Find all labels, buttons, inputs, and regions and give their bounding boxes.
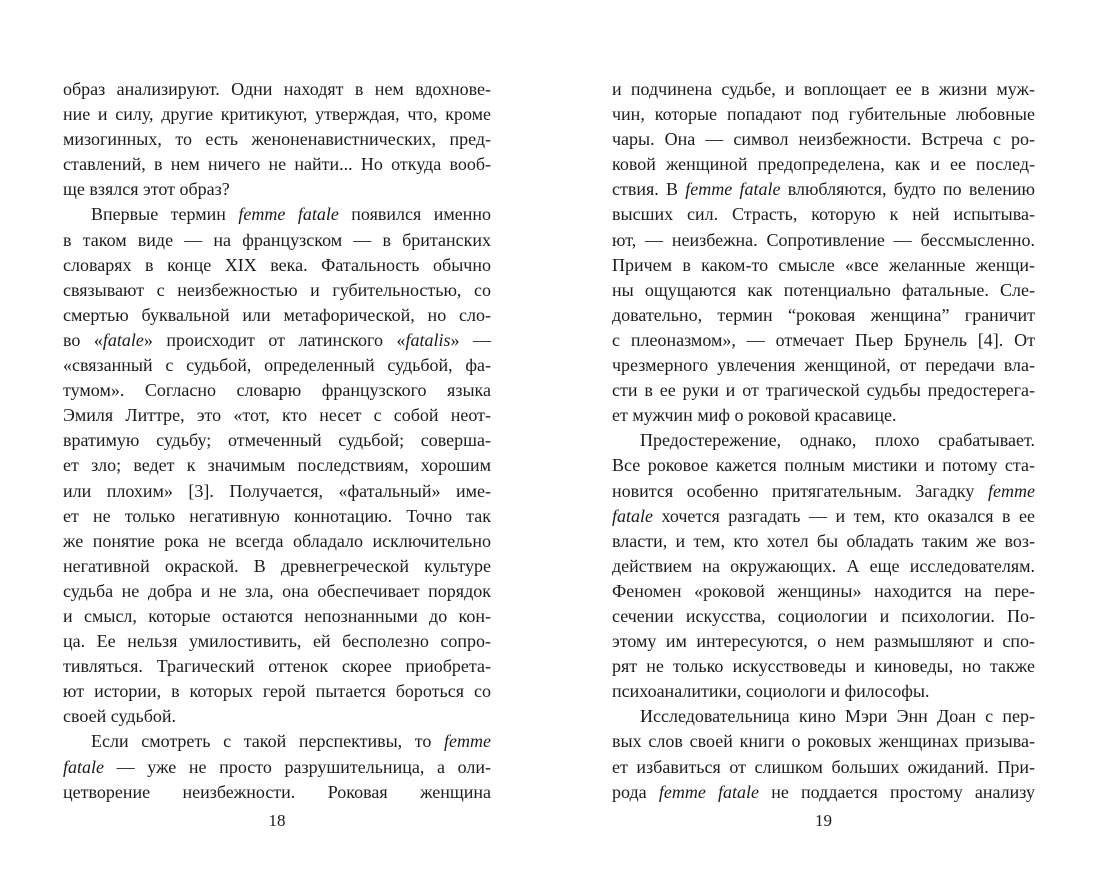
text-line: [612, 704, 1035, 729]
text-run: ставлений, в нем ничего не найти... Но откуда вооб-: [63, 154, 491, 175]
italic-term: fatalis: [405, 329, 451, 350]
text-line: [63, 353, 491, 378]
text-line: [612, 729, 1035, 754]
text-line-content: [612, 179, 1035, 199]
text-run: и смысл, которые остаются непознанными до кон-: [63, 605, 491, 626]
text-line: [612, 177, 1035, 202]
text-run: вратимую судьбу; отмеченный судьбой; соверша-: [63, 430, 491, 451]
text-line-content: [640, 706, 1035, 726]
text-run: чрезмерного увлечения женщиной, от передачи вла-: [612, 355, 1035, 376]
text-line-content: [612, 531, 1035, 551]
text-line: [612, 328, 1035, 353]
text-line: [612, 278, 1035, 303]
text-line-content: [63, 280, 491, 300]
text-run: ковой женщиной предопределена, как и ее послед-: [612, 154, 1035, 175]
text-line-content: [612, 782, 1035, 802]
text-run: и подчинена судьбе, и воплощает ее в жизни муж-: [612, 79, 1035, 99]
text-line-content: [63, 79, 491, 99]
text-block: [612, 77, 1035, 805]
text-line-content: [612, 330, 1035, 350]
text-line-content: [63, 556, 491, 576]
text-line: [612, 152, 1035, 177]
text-line-content: [63, 405, 491, 425]
text-line: [612, 202, 1035, 227]
text-line-content: [91, 204, 491, 224]
text-line: [63, 378, 491, 403]
italic-term: femme fatale: [685, 179, 781, 200]
text-line-content: [612, 305, 1035, 325]
text-line: [612, 679, 1035, 704]
text-line: [63, 177, 491, 202]
text-run: действием на окружающих. А еще исследователям.: [612, 555, 1035, 576]
text-line-content: [612, 731, 1035, 751]
text-line-content: [63, 782, 491, 802]
text-line: [63, 453, 491, 478]
text-line-content: [63, 631, 491, 651]
text-line-content: [63, 104, 491, 124]
italic-term: femme: [444, 731, 491, 752]
text-run: смертью буквальной или метафорической, но сло-: [63, 304, 491, 325]
text-line-content: [612, 606, 1035, 626]
text-run: ет не только негативную коннотацию. Точно так: [63, 505, 491, 526]
text-run: ют, — неизбежна. Сопротивление — бессмысленно.: [612, 229, 1035, 250]
text-run: Все роковое кажется полным мистики и потому ста-: [612, 455, 1035, 476]
text-run: с плеоназмом», — отмечает Пьер Брунель [4]. От: [612, 329, 1035, 350]
text-line-content: [63, 706, 176, 726]
text-line: [612, 228, 1035, 253]
text-line-content: [612, 757, 1035, 777]
text-line: [612, 579, 1035, 604]
text-run: Исследовательница кино Мэри Энн Доан с пер-: [640, 706, 1035, 727]
text-run: хочется разгадать — и тем, кто оказался в ее: [653, 505, 1035, 526]
text-line-content: [612, 506, 1035, 526]
italic-term: fatale: [63, 756, 104, 777]
text-run: ет избавиться от слишком больших ожиданий. При-: [612, 756, 1035, 777]
text-run: Впервые термин: [91, 204, 239, 225]
text-run: сечении искусства, социологии и психологии. По-: [612, 605, 1035, 626]
text-line: [63, 479, 491, 504]
text-line: [612, 755, 1035, 780]
text-line-content: [612, 355, 1035, 375]
text-line-content: [63, 129, 491, 149]
text-line-content: [91, 731, 491, 751]
text-line-content: [612, 255, 1035, 275]
text-run: словарях в конце XIX века. Фатальность обычно: [63, 254, 491, 275]
text-run: мизогинных, то есть женоненавистнических, пред-: [63, 129, 491, 150]
text-line: [63, 604, 491, 629]
text-run: ют истории, в которых герой пытается бороться со: [63, 681, 491, 702]
text-line-content: [63, 606, 491, 626]
text-line: [612, 654, 1035, 679]
text-line: [612, 303, 1035, 328]
text-line-content: [63, 380, 491, 400]
text-line: [63, 127, 491, 152]
text-line: [63, 579, 491, 604]
text-line: [63, 679, 491, 704]
text-line: [612, 102, 1035, 127]
text-run: чин, которые попадают под губительные любовные: [612, 104, 1035, 125]
text-line-content: [63, 330, 491, 350]
text-run: Эмиля Литтре, это «тот, кто несет с собой неот-: [63, 405, 491, 426]
text-line: [63, 152, 491, 177]
text-line-content: [612, 154, 1035, 174]
text-run: во «: [63, 329, 103, 350]
text-run: или плохим» [3]. Получается, «фатальный» име-: [63, 480, 491, 501]
text-line: [612, 629, 1035, 654]
italic-term: fatale: [102, 329, 144, 350]
text-run: ние и силу, другие критикуют, утверждая, что, кроме: [63, 104, 491, 125]
text-run: ще взялся этот образ?: [63, 179, 230, 200]
text-line-content: [612, 79, 1035, 99]
text-run: в таком виде — на французском — в британских: [63, 229, 491, 250]
text-line-content: [612, 556, 1035, 576]
text-run: не поддается простому анализу: [759, 781, 1035, 802]
text-run: тивляться. Трагический оттенок скорее приобрета-: [63, 656, 491, 677]
text-line: [63, 428, 491, 453]
text-line-content: [63, 681, 491, 701]
text-run: чары. Она — символ неизбежности. Встреча с ро-: [612, 129, 1035, 150]
text-line-content: [612, 656, 1035, 676]
text-run: образ анализируют. Одни находят в нем вдохнове-: [63, 79, 491, 99]
text-line: [63, 529, 491, 554]
text-run: довательно, термин “роковая женщина” граничит: [612, 304, 1035, 325]
italic-term: fatale: [612, 505, 653, 526]
text-run: ет мужчин миф о роковой красавице.: [612, 405, 897, 426]
text-line-content: [612, 481, 1035, 501]
text-line-content: [63, 757, 491, 777]
text-line-content: [63, 581, 491, 601]
italic-term: femme fatale: [658, 781, 759, 802]
text-line-content: [612, 455, 1035, 475]
text-run: связывают с неизбежностью и губительностью, со: [63, 279, 491, 300]
text-line-content: [63, 656, 491, 676]
book-page-left: [63, 77, 491, 857]
text-run: негативной окраской. В древнегреческой культуре: [63, 555, 491, 576]
text-run: рода: [612, 781, 659, 802]
text-run: рят не только искусствоведы и киноведы, но также: [612, 656, 1035, 677]
text-line: [612, 253, 1035, 278]
text-line-content: [63, 355, 491, 375]
text-run: высших сил. Страсть, которую к ней испытыва-: [612, 204, 1035, 225]
text-line: [63, 755, 491, 780]
text-line-content: [612, 280, 1035, 300]
text-run: » —: [450, 329, 491, 350]
text-run: этому им интересуются, о нем размышляют и спо-: [612, 631, 1035, 652]
text-line-content: [63, 179, 230, 199]
text-line-content: [63, 531, 491, 551]
italic-term: femme fatale: [238, 204, 339, 225]
text-line: [612, 479, 1035, 504]
text-run: вых слов своей книги о роковых женщинах призыва-: [612, 731, 1035, 752]
text-line: [612, 529, 1035, 554]
text-run: ет зло; ведет к значимым последствиям, хорошим: [63, 455, 491, 476]
text-line: [63, 102, 491, 127]
text-line: [612, 504, 1035, 529]
text-line: [612, 353, 1035, 378]
text-line: [612, 453, 1035, 478]
text-run: психоаналитики, социологи и философы.: [612, 681, 930, 702]
text-run: Если смотреть с такой перспективы, то: [91, 731, 445, 752]
text-run: своей судьбой.: [63, 706, 176, 727]
text-line: [612, 77, 1035, 102]
text-line: [63, 328, 491, 353]
text-line: [612, 127, 1035, 152]
text-line: [63, 403, 491, 428]
text-run: ца. Ее нельзя умилостивить, ей бесполезно сопро-: [63, 631, 491, 652]
text-line-content: [63, 506, 491, 526]
text-line: [63, 504, 491, 529]
text-run: тумом». Согласно словарю французского языка: [63, 380, 491, 401]
text-run: ны ощущаются как потенциально фатальные. Сле-: [612, 279, 1035, 300]
text-run: Феномен «роковой женщины» находится на пере-: [612, 580, 1035, 601]
italic-term: femme: [988, 480, 1035, 501]
text-line-content: [612, 380, 1035, 400]
text-line-content: [63, 230, 491, 250]
text-line: [63, 629, 491, 654]
text-line: [63, 202, 491, 227]
text-line-content: [612, 681, 929, 701]
text-line-content: [640, 430, 1035, 450]
text-line: [612, 378, 1035, 403]
text-line-content: [612, 405, 897, 425]
text-run: новится особенно притягательным. Загадку: [612, 480, 989, 501]
text-line-content: [63, 430, 491, 450]
text-line: [63, 554, 491, 579]
text-line: [63, 704, 491, 729]
text-line: [612, 428, 1035, 453]
text-run: Причем в каком-то смысле «все желанные женщи-: [612, 254, 1035, 275]
text-block: [63, 77, 491, 805]
text-line: [63, 303, 491, 328]
text-run: судьба не добра и не зла, она обеспечивает порядок: [63, 580, 491, 601]
text-line-content: [63, 455, 491, 475]
text-line-content: [612, 581, 1035, 601]
text-run: же понятие рока не всегда обладало исключительно: [63, 530, 491, 551]
text-run: сти в ее руки и от трагической судьбы предостерега-: [612, 380, 1035, 401]
text-run: власти, и тем, кто хотел бы обладать таким же воз-: [612, 530, 1035, 551]
text-run: Предостережение, однако, плохо срабатывает.: [640, 430, 1035, 451]
text-line-content: [612, 104, 1035, 124]
text-run: влюбляются, будто по велению: [780, 179, 1035, 200]
text-line-content: [612, 631, 1035, 651]
text-line-content: [612, 230, 1035, 250]
text-line-content: [612, 204, 1035, 224]
text-line: [63, 654, 491, 679]
text-line: [63, 253, 491, 278]
text-line-content: [63, 481, 491, 501]
book-page-right: [612, 77, 1035, 857]
text-line: [612, 604, 1035, 629]
text-line-content: [63, 305, 491, 325]
text-line: [63, 77, 491, 102]
text-line: [612, 554, 1035, 579]
text-line: [63, 729, 491, 754]
text-run: появился именно: [338, 204, 491, 225]
text-line-content: [63, 154, 491, 174]
text-line: [63, 278, 491, 303]
text-run: » происходит от латинского «: [143, 329, 406, 350]
text-line: [612, 403, 1035, 428]
text-run: — уже не просто разрушительница, а оли-: [104, 756, 491, 777]
text-line-content: [63, 255, 491, 275]
text-run: «связанный с судьбой, определенный судьбой, фа-: [63, 355, 491, 376]
text-line: [612, 780, 1035, 805]
text-line: [63, 780, 491, 805]
text-run: ствия. В: [612, 179, 686, 200]
text-run: цетворение неизбежности. Роковая женщина: [63, 781, 491, 802]
text-line: [63, 228, 491, 253]
page-number: 19: [815, 811, 832, 830]
text-line-content: [612, 129, 1035, 149]
page-number: 18: [268, 811, 286, 830]
